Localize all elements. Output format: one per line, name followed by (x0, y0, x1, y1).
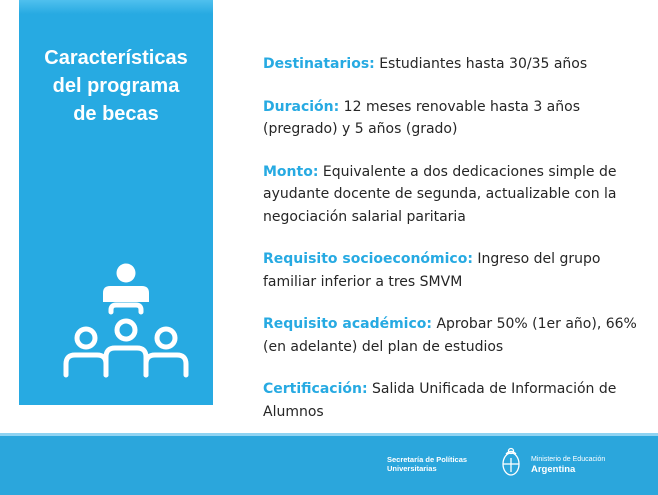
footer-ministerio: Ministerio de Educación (531, 456, 606, 463)
side-title-line2: del programa (52, 75, 180, 97)
feature-label: Destinatarios: (263, 56, 375, 72)
side-title (19, 44, 213, 128)
feature-monto (263, 161, 643, 229)
feature-destinatarios (263, 53, 643, 76)
feature-text: Equivalente a dos dedicaciones simple de ayudante docente de segunda, actualizable con la negociación salarial paritaria (263, 163, 617, 225)
side-panel-strip (19, 0, 213, 14)
feature-label: Requisito académico: (263, 316, 432, 332)
feature-duracion (263, 96, 643, 141)
footer-left-line2: Universitarias (387, 464, 437, 473)
footer-top-line (0, 433, 658, 436)
feature-text: 12 meses renovable hasta 3 años (pregrado) y 5 años (grado) (263, 98, 580, 137)
footer-argentina: Argentina (531, 464, 576, 475)
argentina-emblem-icon (500, 446, 522, 480)
side-panel (19, 0, 213, 405)
feature-label: Duración: (263, 98, 340, 115)
side-title-line3: de becas (73, 103, 159, 125)
feature-certificacion (263, 378, 643, 423)
footer-secretaria (387, 455, 467, 473)
feature-text: Salida Unificada de Información de Alumnos (263, 381, 617, 420)
side-title-line1: Características (44, 47, 188, 69)
feature-requisito-academico (263, 313, 643, 358)
footer-bar (0, 433, 658, 495)
feature-text: Estudiantes hasta 30/35 años (374, 56, 588, 72)
feature-requisito-socioeconomico (263, 248, 643, 293)
feature-label: Monto: (263, 163, 319, 180)
feature-label: Certificación: (263, 381, 368, 397)
feature-text: Ingreso del grupo familiar inferior a tres SMVM (263, 251, 601, 290)
feature-text: Aprobar 50% (1er año), 66% (en adelante) del plan de estudios (263, 316, 637, 355)
people-group-icon (61, 260, 191, 380)
feature-label: Requisito socioeconómico: (263, 251, 473, 267)
footer-left-line1: Secretaría de Políticas (387, 455, 468, 464)
program-features (263, 53, 643, 443)
